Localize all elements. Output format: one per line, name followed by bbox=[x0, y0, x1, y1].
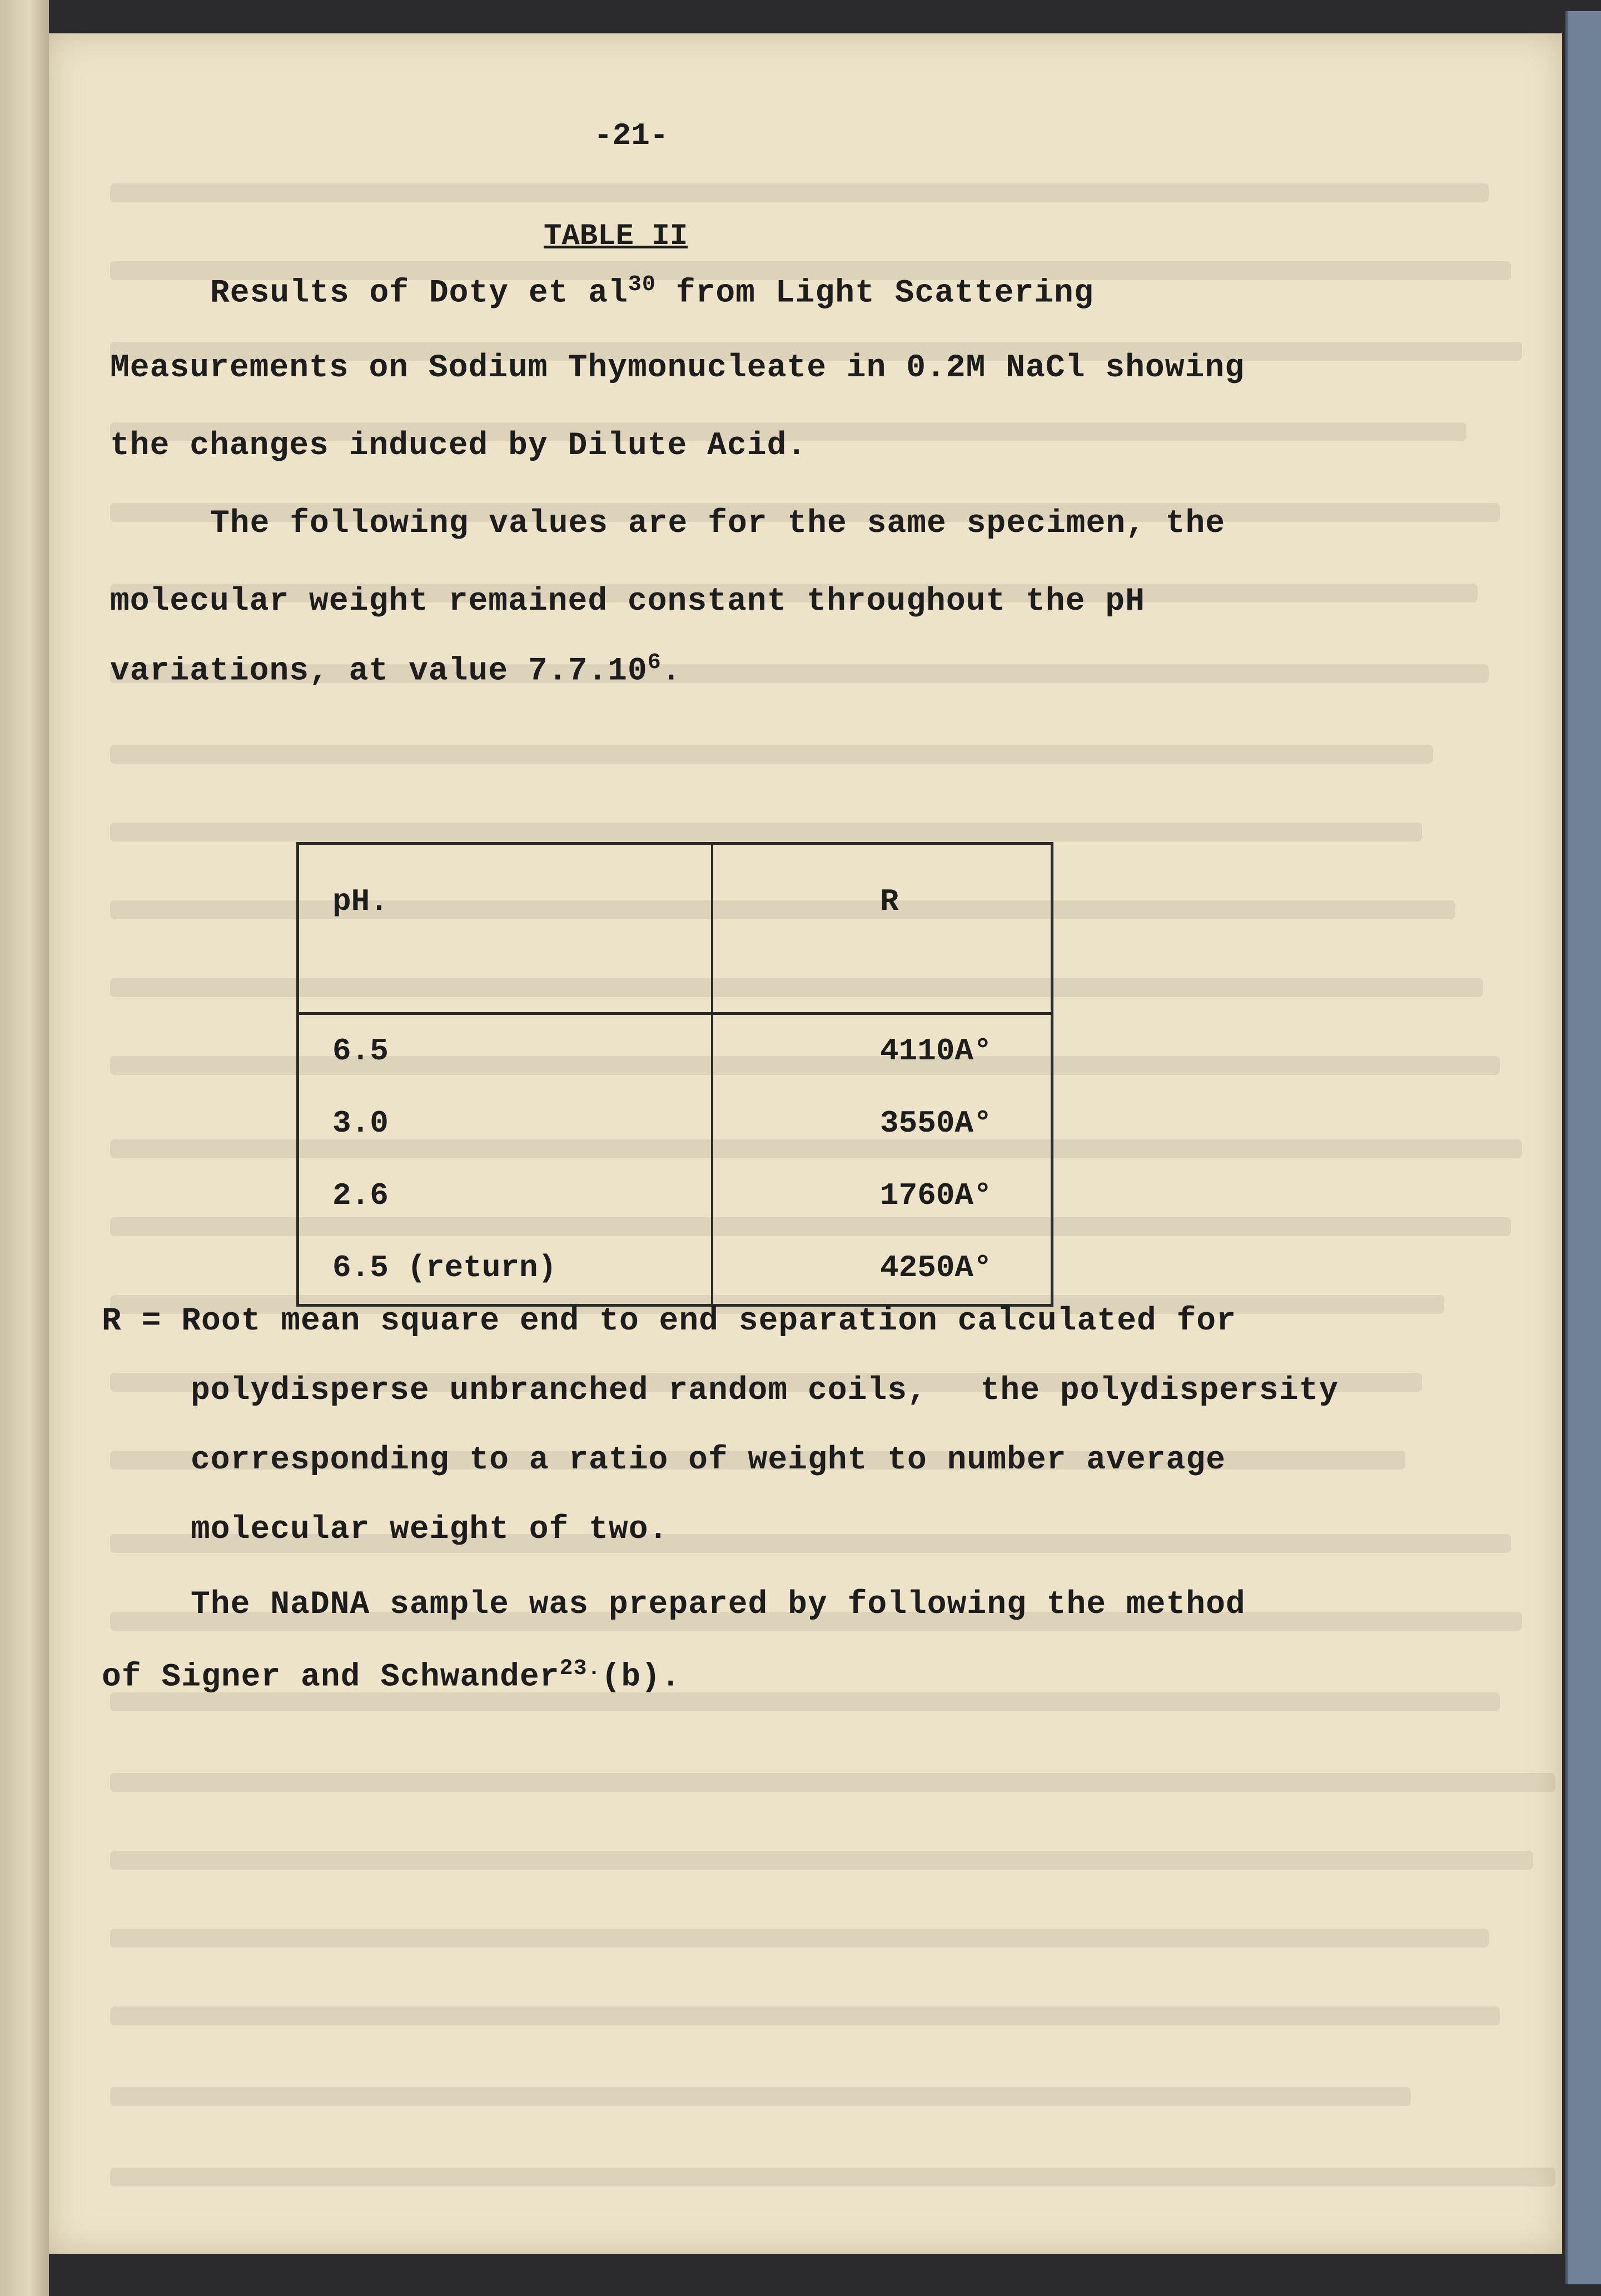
note-text-b: the polydispersity bbox=[980, 1373, 1339, 1409]
intro-line-3: the changes induced by Dilute Acid. bbox=[110, 428, 807, 464]
para2-line-2: molecular weight remained constant throughout the pH bbox=[110, 584, 1145, 620]
note-line-3: corresponding to a ratio of weight to number average bbox=[191, 1442, 1226, 1478]
cell-r: 4250A° bbox=[712, 1232, 1052, 1306]
cell-r: 1760A° bbox=[712, 1159, 1052, 1232]
page-number: -21- bbox=[594, 118, 669, 153]
exponent-superscript: 6 bbox=[647, 650, 662, 675]
para2-line-3 bbox=[110, 650, 682, 689]
cell-ph: 2.6 bbox=[298, 1159, 713, 1232]
sample-text-b: (b). bbox=[601, 1659, 681, 1696]
book-spine-left bbox=[0, 0, 49, 2296]
note-line-1: R = Root mean square end to end separation calculated for bbox=[102, 1303, 1236, 1339]
cell-ph: 6.5 (return) bbox=[298, 1232, 713, 1306]
cell-r: 3550A° bbox=[712, 1087, 1052, 1159]
intro-line-1 bbox=[210, 272, 1094, 311]
citation-superscript: 30 bbox=[628, 272, 656, 297]
value-text: variations, at value 7.7.10 bbox=[110, 653, 648, 690]
table-row bbox=[298, 1159, 1052, 1232]
book-cover-edge bbox=[1565, 11, 1601, 2284]
intro-line-2: Measurements on Sodium Thymonucleate in 0.2M NaCl showing bbox=[110, 350, 1245, 386]
note-line-2 bbox=[191, 1373, 1339, 1409]
note-text-a: polydisperse unbranched random coils, bbox=[191, 1373, 927, 1409]
sample-line-1: The NaDNA sample was prepared by following the method bbox=[191, 1587, 1246, 1623]
intro-text-b: from Light Scattering bbox=[675, 275, 1094, 312]
note-line-4: molecular weight of two. bbox=[191, 1512, 669, 1548]
sample-line-2 bbox=[102, 1656, 681, 1695]
table-row bbox=[298, 1087, 1052, 1159]
reference-superscript: 23. bbox=[559, 1656, 601, 1681]
cell-ph: 6.5 bbox=[298, 1014, 713, 1088]
header-r: R bbox=[712, 844, 1052, 1014]
intro-text-a: Results of Doty et al bbox=[210, 275, 628, 312]
table-title: TABLE II bbox=[544, 220, 688, 253]
document-page bbox=[49, 33, 1562, 2254]
sample-text-a: of Signer and Schwander bbox=[102, 1659, 560, 1696]
period: . bbox=[661, 653, 682, 690]
table-row bbox=[298, 1014, 1052, 1088]
para2-line-1: The following values are for the same specimen, the bbox=[210, 506, 1226, 542]
table-header-row bbox=[298, 844, 1052, 1014]
cell-ph: 3.0 bbox=[298, 1087, 713, 1159]
table-row bbox=[298, 1232, 1052, 1306]
header-ph: pH. bbox=[298, 844, 713, 1014]
results-table bbox=[296, 842, 1053, 1307]
cell-r: 4110A° bbox=[712, 1014, 1052, 1088]
